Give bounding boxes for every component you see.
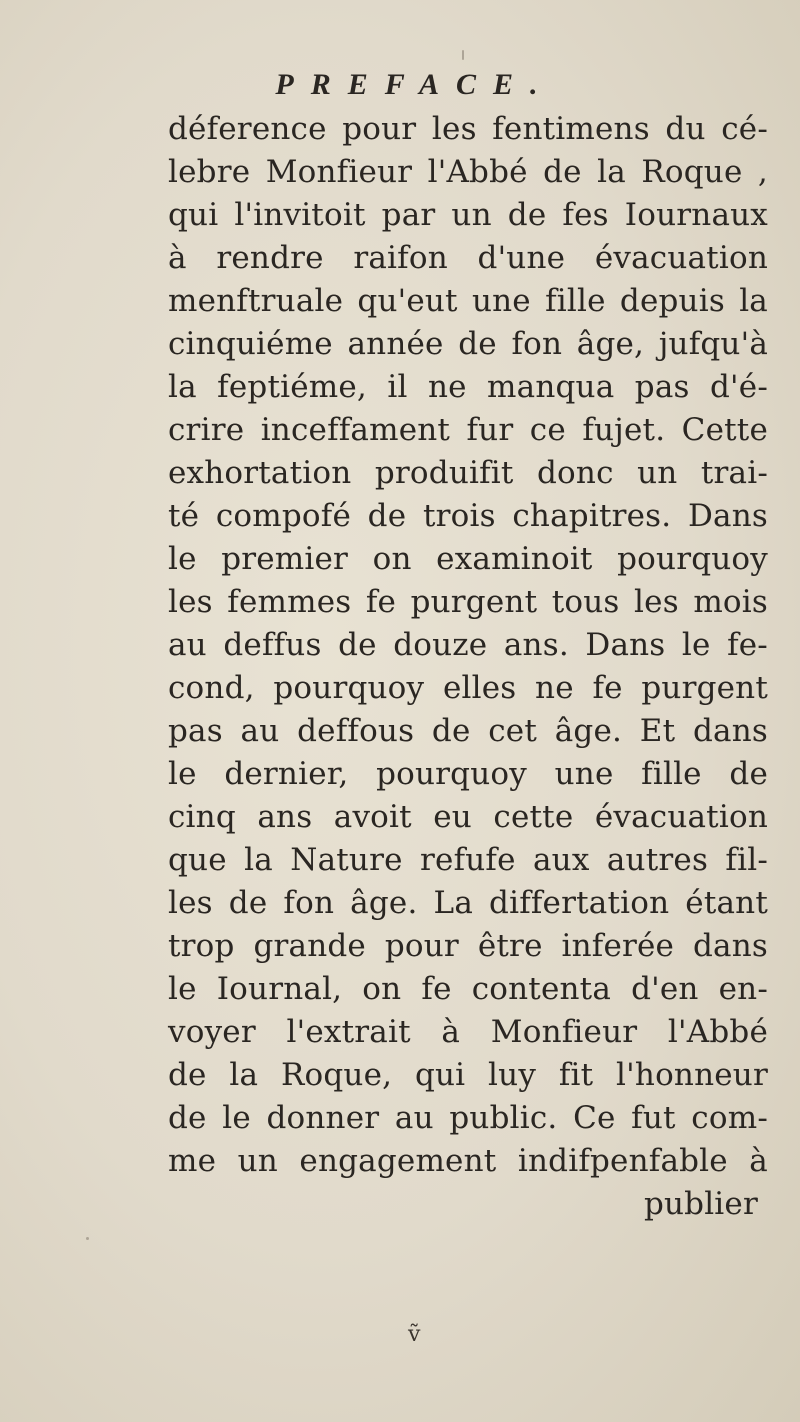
text-line: déference pour les fentimens du cé-	[168, 111, 768, 147]
text-line: à rendre raifon d'une évacuation	[168, 240, 768, 276]
running-head: PREFACE.	[275, 68, 555, 101]
text-line: voyer l'extrait à Monfieur l'Abbé	[168, 1014, 768, 1050]
text-line: cinq ans avoit eu cette évacuation	[168, 799, 768, 835]
text-line: de le donner au public. Ce fut com-	[168, 1100, 768, 1136]
text-line: me un engagement indifpenfable à	[168, 1143, 768, 1179]
text-line: lebre Monfieur l'Abbé de la Roque ,	[168, 154, 768, 190]
signature-mark: ṽ	[408, 1322, 421, 1347]
text-line: les de fon âge. La differtation étant	[168, 885, 768, 921]
text-line: la feptiéme, il ne manqua pas d'é-	[168, 369, 768, 405]
text-line: té compofé de trois chapitres. Dans	[168, 498, 768, 534]
text-line: que la Nature refufe aux autres fil-	[168, 842, 768, 878]
paper-speck	[462, 50, 464, 60]
text-line: de la Roque, qui luy fit l'honneur	[168, 1057, 768, 1093]
text-line: cinquiéme année de fon âge, jufqu'à	[168, 326, 768, 362]
text-line: exhortation produifit donc un trai-	[168, 455, 768, 491]
text-line: publier	[643, 1186, 758, 1222]
text-line: le premier on examinoit pourquoy	[168, 541, 768, 577]
text-line: le dernier, pourquoy une fille de	[168, 756, 768, 792]
text-line: les femmes fe purgent tous les mois	[168, 584, 768, 620]
text-line: le Iournal, on fe contenta d'en en-	[168, 971, 768, 1007]
text-line: crire inceffament fur ce fujet. Cette	[168, 412, 768, 448]
text-line: qui l'invitoit par un de fes Iournaux	[168, 197, 768, 233]
text-line: cond, pourquoy elles ne fe purgent	[168, 670, 768, 706]
text-line: menftruale qu'eut une fille depuis la	[168, 283, 768, 319]
text-line: pas au deffous de cet âge. Et dans	[168, 713, 768, 749]
text-line: au deffus de douze ans. Dans le fe-	[168, 627, 768, 663]
text-line: trop grande pour être inferée dans	[168, 928, 768, 964]
body-text	[168, 108, 768, 1226]
paper-speck	[86, 1237, 89, 1240]
